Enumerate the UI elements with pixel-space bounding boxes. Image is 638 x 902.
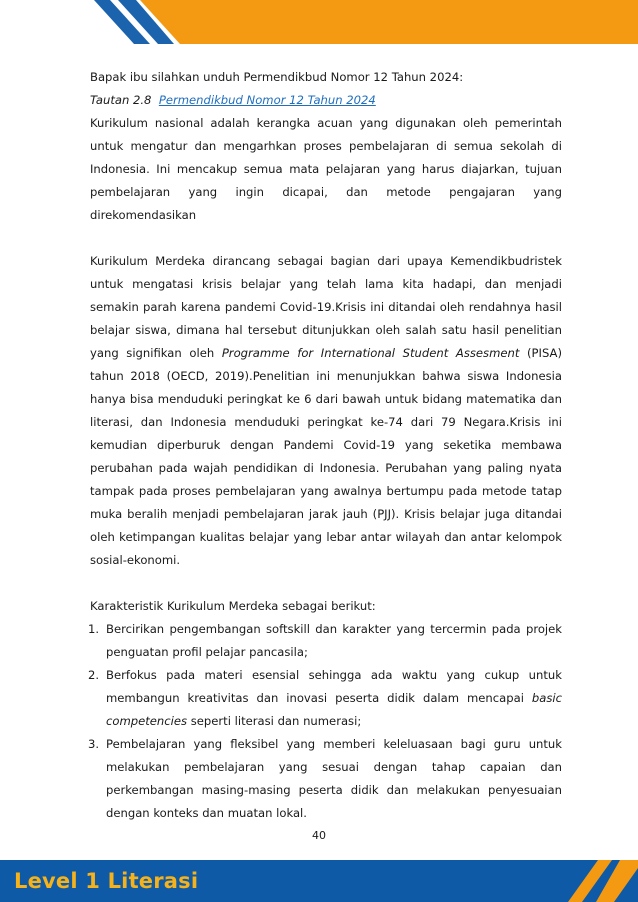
list-intro: Karakteristik Kurikulum Merdeka sebagai berikut: [90, 599, 376, 613]
footer-stripe-decoration [558, 860, 638, 902]
para2-italic: Programme for International Student Assesment [221, 346, 520, 360]
list-text: Bercirikan pengembangan softskill dan karakter yang tercermin pada projek penguatan profil pelajar pancasila; [106, 622, 562, 659]
header-decoration [0, 0, 638, 50]
characteristics-list [90, 618, 562, 825]
footer-title: Level 1 Literasi [14, 869, 199, 893]
list-number: 1. [88, 622, 100, 636]
page-number: 40 [312, 829, 326, 842]
list-number: 3. [88, 737, 100, 751]
list-italic: basic competencies [106, 691, 562, 728]
link-caption [90, 89, 562, 112]
list-text-after: seperti literasi dan numerasi; [187, 714, 362, 728]
paragraph-kurikulum-nasional: Kurikulum nasional adalah kerangka acuan yang digunakan oleh pemerintah untuk mengatur dan mengarhkan proses pembelajaran di semua sekolah di Indonesia. Ini mencakup semua mata pelajaran yang harus diajarkan, tujuan pembelajaran yang ingin dicapai, dan metode pengajaran yang direkomendasikan [90, 116, 562, 222]
document-body [90, 66, 562, 825]
intro-text: Bapak ibu silahkan unduh Permendikbud Nomor 12 Tahun 2024: [90, 70, 464, 84]
paragraph-kurikulum-merdeka [90, 250, 562, 572]
list-number: 2. [88, 668, 100, 682]
footer-bar [0, 860, 638, 902]
list-item [90, 733, 562, 825]
caption-label: Tautan 2.8 [90, 93, 152, 107]
permendikbud-link[interactable]: Permendikbud Nomor 12 Tahun 2024 [158, 93, 376, 107]
list-text: Berfokus pada materi esensial sehingga ada waktu yang cukup untuk membangun kreativitas dan inovasi peserta didik dalam mencapai [106, 668, 562, 705]
list-text: Pembelajaran yang fleksibel yang memberi keleluasaan bagi guru untuk melakukan pembelajaran yang sesuai dengan tahap capaian dan perkembangan masing-masing peserta didik dan melakukan penyesuaian dengan konteks dan muatan lokal. [106, 737, 562, 820]
para2-text-after: (PISA) tahun 2018 (OECD, 2019).Penelitian ini menunjukkan bahwa siswa Indonesia hanya bisa menduduki peringkat ke 6 dari bawah untuk bidang matematika dan literasi, dan Indonesia menduduki peringkat ke-74 dari 79 Negara.Krisis ini kemudian diperburuk dengan Pandemi Covid-19 yang seketika membawa perubahan pada wajah pendidikan di Indonesia. Perubahan yang paling nyata tampak pada proses pembelajaran yang awalnya bertumpu pada metode tatap muka beralih menjadi pembelajaran jarak jauh (PJJ). Krisis belajar juga ditandai oleh ketimpangan kualitas belajar yang lebar antar wilayah dan antar kelompok sosial-ekonomi. [90, 346, 562, 567]
para2-text-before: Kurikulum Merdeka dirancang sebagai bagian dari upaya Kemendikbudristek untuk mengatasi krisis belajar yang telah lama kita hadapi, dan menjadi semakin parah karena pandemi Covid-19.Krisis ini ditandai oleh rendahnya hasil belajar siswa, dimana hal tersebut ditunjukkan oleh salah satu hasil penelitian yang signifikan oleh [90, 254, 562, 360]
list-item [90, 618, 562, 664]
list-item [90, 664, 562, 733]
